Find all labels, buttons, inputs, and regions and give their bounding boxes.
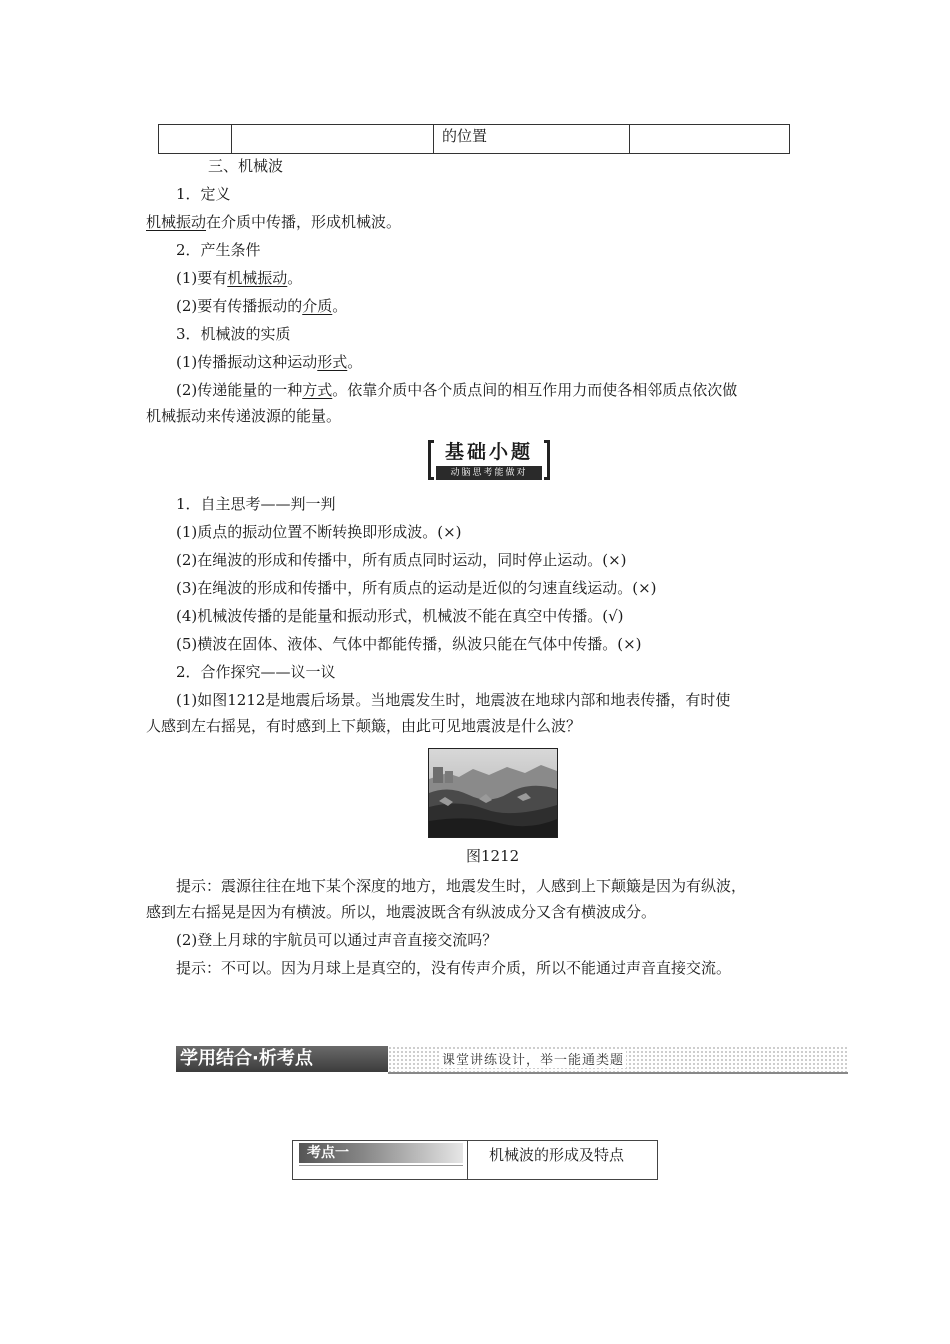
essence-1-underlined: 形式 (317, 353, 348, 371)
hint-2: 提示：不可以。因为月球上是真空的，没有传声介质，所以不能通过声音直接交流。 (176, 959, 732, 977)
essence-1-post: 。 (347, 353, 363, 371)
condition-title: 2．产生条件 (176, 241, 261, 259)
banner-title: 学用结合·析考点 (176, 1046, 388, 1072)
banner-subtitle-area (388, 1046, 848, 1074)
definition-title: 1．定义 (176, 185, 231, 203)
q2-title: 2．合作探究——议一议 (176, 663, 336, 681)
q1-title: 1．自主思考——判一判 (176, 495, 336, 513)
bracket-left (428, 440, 434, 480)
definition-rest: 在介质中传播，形成机械波。 (206, 213, 402, 231)
section-banner (176, 1046, 848, 1074)
table-divider (629, 125, 630, 153)
section-heading: 三、机械波 (208, 157, 284, 175)
hint-1: 提示：震源往往在地下某个深度的地方，地震发生时，人感到上下颠簸是因为有纵波， (176, 877, 747, 895)
definition-underlined: 机械振动 (146, 213, 207, 231)
essence-1 (176, 352, 362, 372)
essence-2-continued: 机械振动来传递波源的能量。 (146, 407, 342, 425)
banner-subtitle: 课堂讲练设计，举一能通类题 (440, 1049, 626, 1068)
judge-item: (5)横波在固体、液体、气体中都能传播，纵波只能在气体中传播。(×) (176, 635, 642, 653)
key-point-underline (299, 1165, 463, 1166)
q2-1-text-continued: 人感到左右摇晃，有时感到上下颠簸，由此可见地震波是什么波？ (146, 717, 582, 735)
hint-1-continued: 感到左右摇晃是因为有横波。所以，地震波既含有纵波成分又含有横波成分。 (146, 903, 657, 921)
key-point-label: 考点一 (307, 1145, 349, 1161)
judge-item: (4)机械波传播的是能量和振动形式，机械波不能在真空中传播。(√) (176, 607, 624, 625)
condition-1 (176, 268, 302, 288)
q2-2-text: (2)登上月球的宇航员可以通过声音直接交流吗？ (176, 931, 498, 949)
condition-2-pre: (2)要有传播振动的 (176, 297, 303, 315)
essence-2-underlined: 方式 (302, 381, 333, 399)
essence-2 (176, 380, 737, 400)
essence-1-pre: (1)传播振动这种运动 (176, 353, 318, 371)
basic-exercises-badge (428, 440, 550, 482)
judge-item: (2)在绳波的形成和传播中，所有质点同时运动，同时停止运动。(×) (176, 551, 627, 569)
earthquake-photo (428, 748, 558, 838)
judge-item: (1)质点的振动位置不断转换即形成波。(×) (176, 523, 462, 541)
table-divider (231, 125, 232, 153)
condition-1-underlined: 机械振动 (227, 269, 288, 287)
table-divider (433, 125, 434, 153)
condition-2-post: 。 (332, 297, 348, 315)
key-point-divider (467, 1141, 468, 1179)
badge-subtitle: 动脑思考能做对 (436, 466, 542, 480)
condition-1-pre: (1)要有 (176, 269, 228, 287)
table-cell-text: 的位置 (442, 127, 488, 145)
key-point-box (292, 1140, 658, 1180)
q2-1-text: (1)如图1212是地震后场景。当地震发生时，地震波在地球内部和地表传播，有时使 (176, 691, 731, 709)
key-point-tag (299, 1143, 463, 1163)
bracket-right (544, 440, 550, 480)
definition-text (146, 212, 401, 232)
badge-title: 基础小题 (444, 441, 533, 463)
essence-title: 3．机械波的实质 (176, 325, 291, 343)
condition-2 (176, 296, 347, 316)
judge-item: (3)在绳波的形成和传播中，所有质点的运动是近似的匀速直线运动。(×) (176, 579, 657, 597)
figure-caption: 图1212 (466, 847, 520, 865)
condition-2-underlined: 介质 (302, 297, 333, 315)
essence-2-pre: (2)传递能量的一种 (176, 381, 303, 399)
essence-2-post: 。依靠介质中各个质点间的相互作用力而使各相邻质点依次做 (332, 381, 738, 399)
condition-1-post: 。 (287, 269, 303, 287)
key-point-title: 机械波的形成及特点 (489, 1146, 625, 1164)
